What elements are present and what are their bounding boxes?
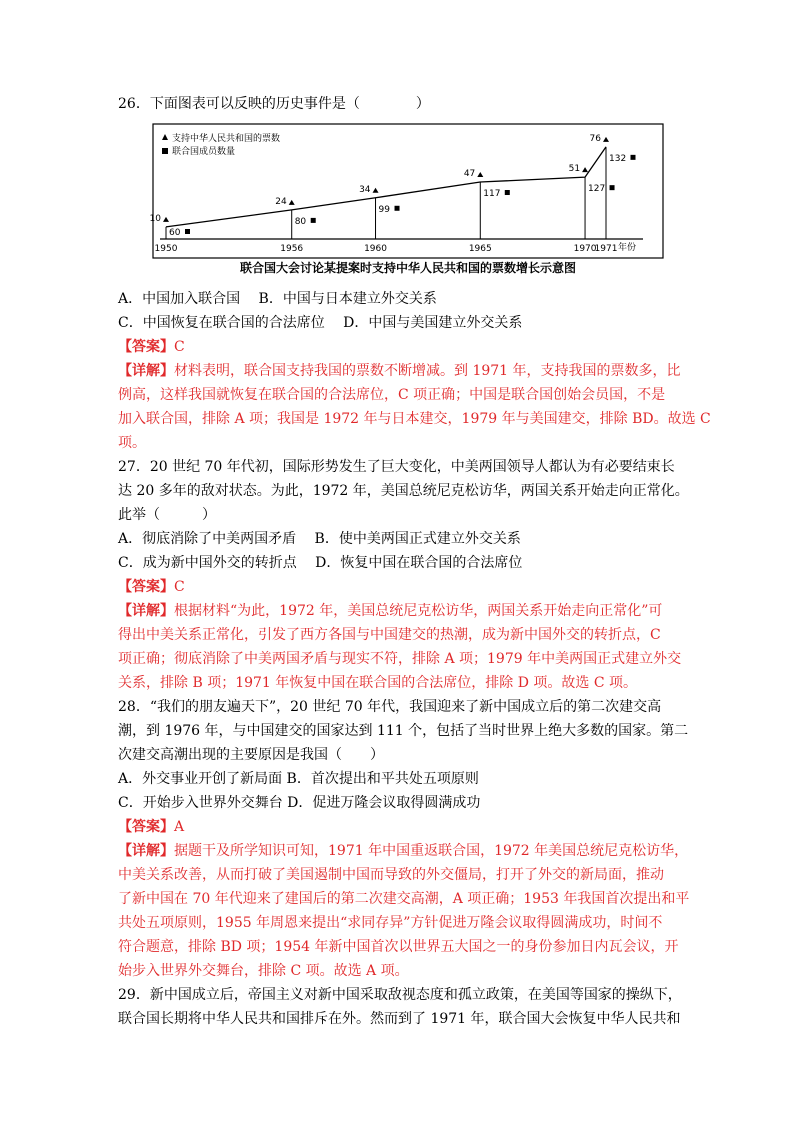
detail-tag: 【详解】 — [118, 363, 174, 379]
q28-options-1: A．外交事业开创了新局面 B．首次提出和平共处五项原则 — [118, 771, 479, 787]
legend-members: 联合国成员数量 — [172, 147, 236, 157]
q26-options-2: C．中国恢复在联合国的合法席位 D．中国与美国建立外交关系 — [118, 315, 523, 331]
q27-options-2: C．成为新中国外交的转折点 D．恢复中国在联合国的合法席位 — [118, 555, 523, 571]
q28-detail-6: 始步入世界外交舞台，排除 C 项。故选 A 项。 — [118, 963, 409, 979]
legend-square-icon — [162, 148, 168, 154]
q27-detail-1 — [118, 601, 662, 621]
members-point — [610, 185, 615, 190]
q26-answer — [118, 337, 185, 357]
q29-stem-1: 29．新中国成立后，帝国主义对新中国采取敌视态度和孤立政策，在美国等国家的操纵下， — [118, 987, 682, 1003]
q27-detail-2: 得出中美关系正常化，引发了西方各国与中国建交的热潮，成为新中国外交的转折点，C — [118, 627, 661, 643]
q28-detail-1 — [118, 841, 688, 861]
q27-stem-3: 此举（ ） — [118, 507, 216, 523]
votes-point — [477, 172, 483, 177]
x-tick-label: 1965 — [468, 244, 492, 254]
votes-value-label: 76 — [589, 133, 601, 144]
x-tick-label: 1970 — [573, 244, 597, 254]
members-value-label: 127 — [588, 184, 606, 195]
votes-point — [289, 200, 295, 205]
members-point — [185, 229, 190, 234]
answer-value: A — [174, 819, 185, 835]
q26-detail-4: 项。 — [118, 435, 146, 451]
members-value-label: 132 — [609, 153, 627, 164]
answer-value: C — [174, 339, 185, 355]
q27-detail-3: 项正确；彻底消除了中美两国矛盾与现实不符，排除 A 项；1979 年中美两国正式建立外交 — [118, 651, 682, 667]
members-value-label: 60 — [169, 228, 181, 238]
x-tick-label: 1956 — [280, 244, 304, 254]
detail-text: 根据材料“为此，1972 年，美国总统尼克松访华，两国关系开始走向正常化”可 — [174, 603, 663, 619]
votes-value-label: 24 — [275, 196, 287, 207]
vote-growth-chart — [148, 122, 668, 280]
q27-stem-1: 27．20 世纪 70 年代初，国际形势发生了巨大变化，中美两国领导人都认为有必要结束长 — [118, 459, 675, 475]
votes-point — [373, 188, 379, 193]
q28-stem-3: 次建交高潮出现的主要原因是我国（ ） — [118, 747, 384, 763]
detail-tag: 【详解】 — [118, 603, 174, 619]
q26-detail-3: 加入联合国，排除 A 项；我国是 1972 年与日本建交，1979 年与美国建交，排除 BD。故选 C — [118, 411, 711, 427]
q28-stem-2: 潮，到 1976 年，与中国建交的国家达到 111 个，包括了当时世界上绝大多数的国家。第二 — [118, 723, 689, 739]
q26-detail-1 — [118, 361, 681, 381]
q26-stem: 26．下面图表可以反映的历史事件是（ ） — [118, 96, 430, 112]
x-tick-label: 1960 — [364, 244, 387, 254]
q27-options-1: A．彻底消除了中美两国矛盾 B．使中美两国正式建立外交关系 — [118, 531, 521, 547]
legend-votes: 支持中华人民共和国的票数 — [172, 134, 281, 144]
votes-value-label: 47 — [463, 169, 476, 180]
votes-point — [582, 167, 588, 172]
votes-point — [163, 217, 169, 222]
answer-tag: 【答案】 — [118, 339, 174, 355]
legend-triangle-icon — [162, 134, 168, 140]
chart-title: 联合国大会讨论某提案时支持中华人民共和国的票数增长示意图 — [239, 261, 577, 275]
chart-frame — [153, 124, 663, 258]
q28-detail-3: 了新中国在 70 年代迎来了建国后的第二次建交高潮，A 项正确；1953 年我国首次提出和平 — [118, 891, 690, 907]
members-point — [631, 155, 636, 160]
members-point — [395, 206, 400, 211]
x-axis-label: 年份 — [618, 243, 637, 253]
q27-stem-2: 达 20 多年的敌对状态。为此，1972 年，美国总统尼克松访华，两国关系开始走向正常化。 — [118, 483, 689, 499]
members-value-label: 99 — [378, 204, 390, 215]
q28-detail-5: 符合题意，排除 BD 项；1954 年新中国首次以世界五大国之一的身份参加日内瓦会议，开 — [118, 939, 679, 955]
x-tick-label: 1950 — [154, 244, 178, 254]
members-value-label: 80 — [294, 216, 307, 227]
votes-point — [603, 137, 609, 142]
answer-tag: 【答案】 — [118, 579, 174, 595]
q28-options-2: C．开始步入世界外交舞台 D．促进万隆会议取得圆满成功 — [118, 795, 481, 811]
answer-tag: 【答案】 — [118, 819, 174, 835]
q28-stem-1: 28．“我们的朋友遍天下”，20 世纪 70 年代，我国迎来了新中国成立后的第二次建交高 — [118, 699, 662, 715]
votes-series-line — [166, 147, 606, 227]
answer-value: C — [174, 579, 185, 595]
x-tick-label: 1971 — [594, 244, 618, 254]
votes-value-label: 51 — [568, 164, 581, 175]
q26-options-1: A．中国加入联合国 B．中国与日本建立外交关系 — [118, 291, 437, 307]
members-point — [505, 190, 510, 195]
detail-tag: 【详解】 — [118, 843, 174, 859]
members-value-label: 117 — [483, 189, 501, 200]
q28-detail-4: 共处五项原则，1955 年周恩来提出“求同存异”方针促进万隆会议取得圆满成功，时间不 — [118, 915, 663, 931]
detail-text: 材料表明，联合国支持我国的票数不断增减。到 1971 年，支持我国的票数多，比 — [174, 363, 681, 379]
q27-detail-4: 关系，排除 B 项；1971 年恢复中国在联合国的合法席位，排除 D 项。故选 C 项。 — [118, 675, 638, 691]
detail-text: 据题干及所学知识可知，1971 年中国重返联合国，1972 年美国总统尼克松访华， — [174, 843, 689, 859]
q28-detail-2: 中美关系改善，从而打破了美国遏制中国而导致的外交僵局，打开了外交的新局面，推动 — [118, 867, 664, 883]
members-point — [311, 218, 316, 223]
votes-value-label: 10 — [149, 213, 161, 224]
q26-detail-2: 例高，这样我国就恢复在联合国的合法席位，C 项正确；中国是联合国创始会员国，不是 — [118, 387, 666, 403]
q29-stem-2: 联合国长期将中华人民共和国排斥在外。然而到了 1971 年，联合国大会恢复中华人民共和 — [118, 1011, 681, 1027]
q28-answer — [118, 817, 184, 837]
votes-value-label: 34 — [359, 184, 371, 195]
q27-answer — [118, 577, 185, 597]
